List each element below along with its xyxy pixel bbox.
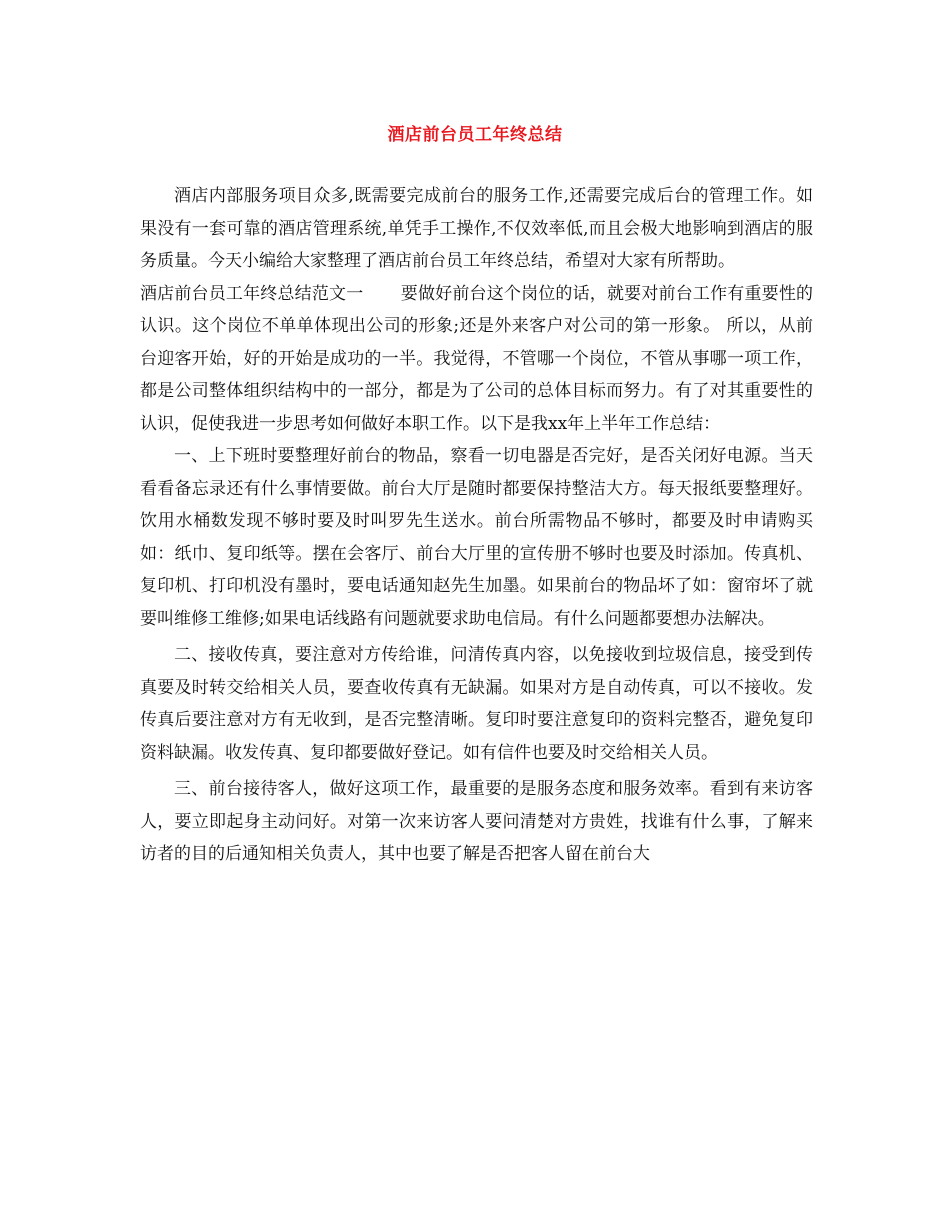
sample-heading: 酒店前台员工年终总结范文一 — [140, 283, 364, 304]
intro-paragraph: 酒店内部服务项目众多,既需要完成前台的服务工作,还需要完成后台的管理工作。如果没有一套可靠的酒店管理系统,单凭手工操作,不仅效率低,而且会极大地影响到酒店的服务质量。今天小编给大家整理了酒店前台员工年终总结，希望对大家有所帮助。 — [140, 186, 813, 271]
item-two-paragraph: 二、接收传真，要注意对方传给谁，问清传真内容，以免接收到垃圾信息，接受到传真要及时转交给相关人员，要查收传真有无缺漏。如果对方是自动传真，可以不接收。发传真后要注意对方有无收到，是否完整清晰。复印时要注意复印的资料完整否，避免复印资料缺漏。收发传真、复印都要做好登记。如有信件也要及时交给相关人员。 — [140, 645, 813, 763]
document-body — [140, 180, 813, 871]
item-one-paragraph: 一、上下班时要整理好前台的物品，察看一切电器是否完好，是否关闭好电源。当天看看备忘录还有什么事情要做。前台大厅是随时都要保持整洁大方。每天报纸要整理好。饮用水桶数发现不够时要及时叫罗先生送水。前台所需物品不够时，都要及时申请购买如：纸巾、复印纸等。摆在会客厅、前台大厅里的宣传册不够时也要及时添加。传真机、复印机、打印机没有墨时，要电话通知赵先生加墨。如果前台的物品坏了如：窗帘坏了就要叫维修工维修;如果电话线路有问题就要求助电信局。有什么问题都要想办法解决。 — [140, 446, 813, 629]
sample-paragraph — [140, 278, 813, 441]
document-title: 酒店前台员工年终总结 — [387, 125, 563, 145]
item-three-paragraph: 三、前台接待客人，做好这项工作，最重要的是服务态度和服务效率。看到有来访客人，要立即起身主动问好。对第一次来访客人要问清楚对方贵姓，找谁有什么事，了解来访者的目的后通知相关负责人，其中也要了解是否把客人留在前台大 — [140, 779, 813, 864]
sample-intro-text: 要做好前台这个岗位的话，就要对前台工作有重要性的认识。这个岗位不单单体现出公司的形象;还是外来客户对公司的第一形象。 所以，从前台迎客开始，好的开始是成功的一半。我觉得，不管哪一个岗位，不管从事哪一项工作，都是公司整体组织结构中的一部分，都是为了公司的总体目标而努力。有了对其重要性的认识，促使我进一步思考如何做好本职工作。以下是我xx年上半年工作总结： — [140, 283, 814, 434]
